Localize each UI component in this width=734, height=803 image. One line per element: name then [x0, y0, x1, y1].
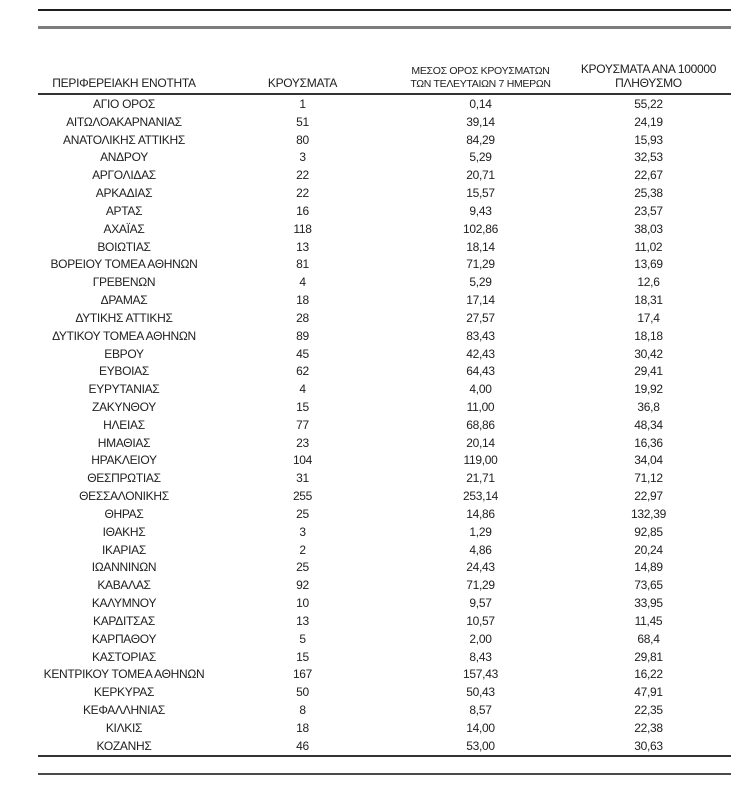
region-name-cell: ΘΕΣΠΡΩΤΙΑΣ	[87, 471, 161, 486]
avg-7day-cell: 68,86	[466, 417, 495, 432]
col-header-region	[38, 56, 210, 94]
cases-cell: 50	[296, 685, 309, 700]
region-name-cell: ΕΥΡΥΤΑΝΙΑΣ	[88, 382, 160, 397]
table-row	[38, 94, 731, 113]
cases-cell: 10	[296, 596, 309, 611]
col-header-per-100k	[566, 56, 731, 94]
cases-cell: 31	[296, 471, 309, 486]
per-100k-cell: 73,65	[634, 578, 663, 593]
per-100k-cell: 16,22	[634, 667, 663, 682]
per-100k-cell: 20,24	[634, 542, 663, 557]
per-100k-cell: 11,02	[634, 239, 663, 254]
per-100k-cell: 30,42	[634, 346, 663, 361]
table-row	[38, 202, 731, 220]
table-row	[38, 345, 731, 363]
region-name-cell: ΕΒΡΟΥ	[104, 346, 144, 361]
per-100k-cell: 12,6	[637, 275, 660, 290]
table-row	[38, 576, 731, 594]
region-name-cell: ΕΥΒΟΙΑΣ	[98, 364, 149, 379]
per-100k-cell: 48,34	[634, 417, 663, 432]
table-row	[38, 184, 731, 202]
avg-7day-cell: 4,00	[469, 382, 492, 397]
cases-cell: 22	[296, 168, 309, 183]
region-name-cell: ΔΥΤΙΚΟΥ ΤΟΜΕΑ ΑΘΗΝΩΝ	[52, 328, 196, 343]
cases-cell: 15	[296, 649, 309, 664]
avg-7day-cell: 84,29	[466, 132, 495, 147]
per-100k-cell: 132,39	[631, 506, 666, 521]
cases-cell: 4	[299, 382, 306, 397]
cases-cell: 22	[296, 186, 309, 201]
avg-7day-cell: 64,43	[466, 364, 495, 379]
table-row	[38, 291, 731, 309]
cases-cell: 104	[292, 453, 313, 468]
col-header-per-100k-line1: ΚΡΟΥΣΜΑΤΑ ΑΝΑ 100000	[580, 61, 717, 76]
avg-7day-cell: 119,00	[463, 453, 498, 468]
cases-cell: 18	[296, 293, 309, 308]
avg-7day-cell: 50,43	[466, 685, 495, 700]
table-row	[38, 487, 731, 505]
cases-cell: 81	[296, 257, 309, 272]
cases-cell: 13	[296, 239, 309, 254]
cases-cell: 46	[210, 737, 395, 756]
per-100k-cell: 17,4	[637, 310, 660, 325]
region-name-cell: ΔΡΑΜΑΣ	[100, 293, 148, 308]
cases-cell: 8	[299, 703, 306, 718]
cases-cell: 2	[299, 542, 306, 557]
avg-7day-cell: 39,14	[466, 114, 495, 129]
avg-7day-cell: 17,14	[466, 293, 495, 308]
per-100k-cell: 18,18	[634, 328, 663, 343]
table-row	[38, 648, 731, 666]
region-name-cell: ΚΑΡΠΑΘΟΥ	[91, 631, 157, 646]
region-name-cell: ΚΟΖΑΝΗΣ	[38, 737, 210, 756]
col-header-region-label: ΠΕΡΙΦΕΡΕΙΑΚΗ ΕΝΟΤΗΤΑ	[52, 75, 196, 90]
bottom-rule	[38, 773, 731, 775]
cases-cell: 25	[296, 560, 309, 575]
per-100k-cell: 47,91	[634, 685, 663, 700]
region-name-cell: ΒΟΡΕΙΟΥ ΤΟΜΕΑ ΑΘΗΝΩΝ	[50, 257, 198, 272]
avg-7day-cell: 83,43	[466, 328, 495, 343]
avg-7day-cell: 27,57	[466, 310, 495, 325]
region-name-cell: ΑΡΓΟΛΙΔΑΣ	[92, 168, 156, 183]
col-header-7day-avg	[395, 56, 566, 94]
table-row	[38, 612, 731, 630]
cases-cell: 3	[299, 524, 306, 539]
avg-7day-cell: 71,29	[466, 578, 495, 593]
table-row	[38, 398, 731, 416]
cases-cell: 45	[296, 346, 309, 361]
avg-7day-cell: 14,86	[466, 506, 495, 521]
region-name-cell: ΙΚΑΡΙΑΣ	[101, 542, 146, 557]
avg-7day-cell: 20,14	[466, 435, 495, 450]
avg-7day-cell: 24,43	[466, 560, 495, 575]
per-100k-cell: 13,69	[634, 257, 663, 272]
per-100k-cell: 32,53	[634, 150, 663, 165]
region-name-cell: ΚΑΡΔΙΤΣΑΣ	[93, 613, 155, 628]
table-row	[38, 683, 731, 701]
per-100k-cell: 55,22	[634, 96, 663, 111]
avg-7day-cell: 4,86	[469, 542, 492, 557]
table-row	[38, 630, 731, 648]
avg-7day-cell: 53,00	[395, 737, 566, 756]
per-100k-cell: 18,31	[634, 293, 663, 308]
cases-cell: 3	[299, 150, 306, 165]
region-name-cell: ΚΑΣΤΟΡΙΑΣ	[92, 649, 156, 664]
avg-7day-cell: 5,29	[469, 150, 492, 165]
region-name-cell: ΖΑΚΥΝΘΟΥ	[92, 399, 156, 414]
cases-cell: 92	[296, 578, 309, 593]
region-name-cell: ΑΡΤΑΣ	[105, 203, 143, 218]
per-100k-cell: 25,38	[634, 186, 663, 201]
avg-7day-cell: 11,00	[466, 399, 495, 414]
table-row	[38, 666, 731, 684]
region-name-cell: ΚΑΛΥΜΝΟΥ	[91, 596, 157, 611]
avg-7day-cell: 20,71	[466, 168, 495, 183]
per-100k-cell: 14,89	[634, 560, 663, 575]
col-header-per-100k-line2: ΠΛΗΘΥΣΜΟ	[615, 75, 682, 90]
cases-cell: 77	[296, 417, 309, 432]
avg-7day-cell: 14,00	[466, 720, 495, 735]
region-name-cell: ΓΡΕΒΕΝΩΝ	[92, 275, 156, 290]
region-name-cell: ΚΕΡΚΥΡΑΣ	[93, 685, 155, 700]
region-name-cell: ΘΗΡΑΣ	[104, 506, 144, 521]
per-100k-cell: 19,92	[634, 382, 663, 397]
avg-7day-cell: 9,57	[469, 596, 492, 611]
per-100k-cell: 29,41	[634, 364, 663, 379]
cases-cell: 13	[296, 613, 309, 628]
cases-cell: 18	[296, 720, 309, 735]
table-row	[38, 238, 731, 256]
avg-7day-cell: 0,14	[469, 96, 492, 111]
per-100k-cell: 22,38	[634, 720, 663, 735]
avg-7day-cell: 15,57	[466, 186, 495, 201]
avg-7day-cell: 42,43	[466, 346, 495, 361]
table-row	[38, 166, 731, 184]
region-name-cell: ΑΝΔΡΟΥ	[100, 150, 148, 165]
per-100k-cell: 33,95	[634, 596, 663, 611]
table-row	[38, 309, 731, 327]
avg-7day-cell: 10,57	[466, 613, 495, 628]
cases-cell: 23	[296, 435, 309, 450]
region-name-cell: ΗΜΑΘΙΑΣ	[97, 435, 151, 450]
per-100k-cell: 11,45	[634, 613, 663, 628]
cases-cell: 255	[292, 489, 313, 504]
per-100k-cell: 34,04	[634, 453, 663, 468]
region-name-cell: ΑΝΑΤΟΛΙΚΗΣ ΑΤΤΙΚΗΣ	[63, 132, 185, 147]
cases-cell: 118	[293, 221, 312, 236]
cases-cell: 4	[299, 275, 306, 290]
per-100k-cell: 36,8	[637, 399, 660, 414]
cases-cell: 89	[296, 328, 309, 343]
table-row	[38, 541, 731, 559]
region-name-cell: ΑΓΙΟ ΟΡΟΣ	[92, 96, 155, 111]
col-header-7day-avg-line1: ΜΕΣΟΣ ΟΡΟΣ ΚΡΟΥΣΜΑΤΩΝ	[411, 65, 550, 78]
region-name-cell: ΗΛΕΙΑΣ	[103, 417, 145, 432]
avg-7day-cell: 8,43	[469, 649, 492, 664]
per-100k-cell: 16,36	[634, 435, 663, 450]
avg-7day-cell: 2,00	[469, 631, 492, 646]
cases-cell: 28	[296, 310, 309, 325]
region-name-cell: ΑΡΚΑΔΙΑΣ	[95, 186, 153, 201]
header-row	[38, 56, 731, 94]
col-header-7day-avg-line2: ΤΩΝ ΤΕΛΕΥΤΑΙΩΝ 7 ΗΜΕΡΩΝ	[410, 77, 551, 90]
regional-cases-table	[38, 56, 731, 757]
avg-7day-cell: 9,43	[469, 203, 492, 218]
region-name-cell: ΚΙΛΚΙΣ	[105, 720, 143, 735]
table-row	[38, 701, 731, 719]
cases-cell: 16	[296, 203, 309, 218]
table-row	[38, 737, 731, 756]
avg-7day-cell: 157,43	[463, 667, 498, 682]
cases-cell: 80	[296, 132, 309, 147]
col-header-cases-label: ΚΡΟΥΣΜΑΤΑ	[267, 75, 338, 90]
top-rule-thin	[38, 9, 731, 11]
table-row	[38, 327, 731, 345]
per-100k-cell: 92,85	[634, 524, 663, 539]
region-name-cell: ΚΑΒΑΛΑΣ	[97, 578, 151, 593]
col-header-cases	[210, 56, 395, 94]
per-100k-cell: 68,4	[637, 631, 660, 646]
region-name-cell: ΑΙΤΩΛΟΑΚΑΡΝΑΝΙΑΣ	[66, 114, 182, 129]
table-row	[38, 131, 731, 149]
per-100k-cell: 24,19	[634, 114, 663, 129]
region-name-cell: ΔΥΤΙΚΗΣ ΑΤΤΙΚΗΣ	[75, 310, 173, 325]
per-100k-cell: 30,63	[566, 737, 731, 756]
per-100k-cell: 22,35	[634, 703, 663, 718]
table-row	[38, 380, 731, 398]
avg-7day-cell: 8,57	[469, 703, 492, 718]
avg-7day-cell: 1,29	[469, 524, 492, 539]
table-row	[38, 434, 731, 452]
table-row	[38, 719, 731, 737]
per-100k-cell: 23,57	[634, 203, 663, 218]
table-row	[38, 113, 731, 131]
table-row	[38, 148, 731, 166]
top-rule-thick	[38, 26, 731, 29]
table-row	[38, 273, 731, 291]
cases-cell: 25	[296, 506, 309, 521]
region-name-cell: ΙΘΑΚΗΣ	[102, 524, 146, 539]
table-body	[38, 94, 731, 756]
table-row	[38, 362, 731, 380]
avg-7day-cell: 21,71	[466, 471, 495, 486]
avg-7day-cell: 18,14	[466, 239, 495, 254]
cases-cell: 15	[296, 399, 309, 414]
cases-cell: 62	[296, 364, 309, 379]
avg-7day-cell: 71,29	[466, 257, 495, 272]
per-100k-cell: 29,81	[634, 649, 663, 664]
per-100k-cell: 22,97	[634, 489, 663, 504]
region-name-cell: ΙΩΑΝΝΙΝΩΝ	[91, 560, 157, 575]
per-100k-cell: 15,93	[634, 132, 663, 147]
table-row	[38, 523, 731, 541]
region-name-cell: ΗΡΑΚΛΕΙΟΥ	[91, 453, 157, 468]
table-row	[38, 452, 731, 470]
region-name-cell: ΚΕΝΤΡΙΚΟΥ ΤΟΜΕΑ ΑΘΗΝΩΝ	[43, 667, 205, 682]
region-name-cell: ΚΕΦΑΛΛΗΝΙΑΣ	[82, 703, 166, 718]
cases-cell: 51	[296, 114, 309, 129]
avg-7day-cell: 102,86	[463, 221, 498, 236]
avg-7day-cell: 5,29	[469, 275, 492, 290]
per-100k-cell: 71,12	[634, 471, 663, 486]
table-row	[38, 416, 731, 434]
cases-cell: 167	[292, 667, 313, 682]
table-row	[38, 255, 731, 273]
per-100k-cell: 38,03	[634, 221, 663, 236]
table-header	[38, 56, 731, 94]
region-name-cell: ΘΕΣΣΑΛΟΝΙΚΗΣ	[79, 489, 169, 504]
region-name-cell: ΒΟΙΩΤΙΑΣ	[97, 239, 151, 254]
cases-cell: 5	[299, 631, 306, 646]
table-row	[38, 220, 731, 238]
table-row	[38, 505, 731, 523]
avg-7day-cell: 253,14	[463, 489, 498, 504]
table-row	[38, 469, 731, 487]
table-row	[38, 559, 731, 577]
per-100k-cell: 22,67	[634, 168, 663, 183]
cases-cell: 1	[299, 96, 306, 111]
table-row	[38, 594, 731, 612]
region-name-cell: ΑΧΑΪΑΣ	[103, 221, 145, 236]
